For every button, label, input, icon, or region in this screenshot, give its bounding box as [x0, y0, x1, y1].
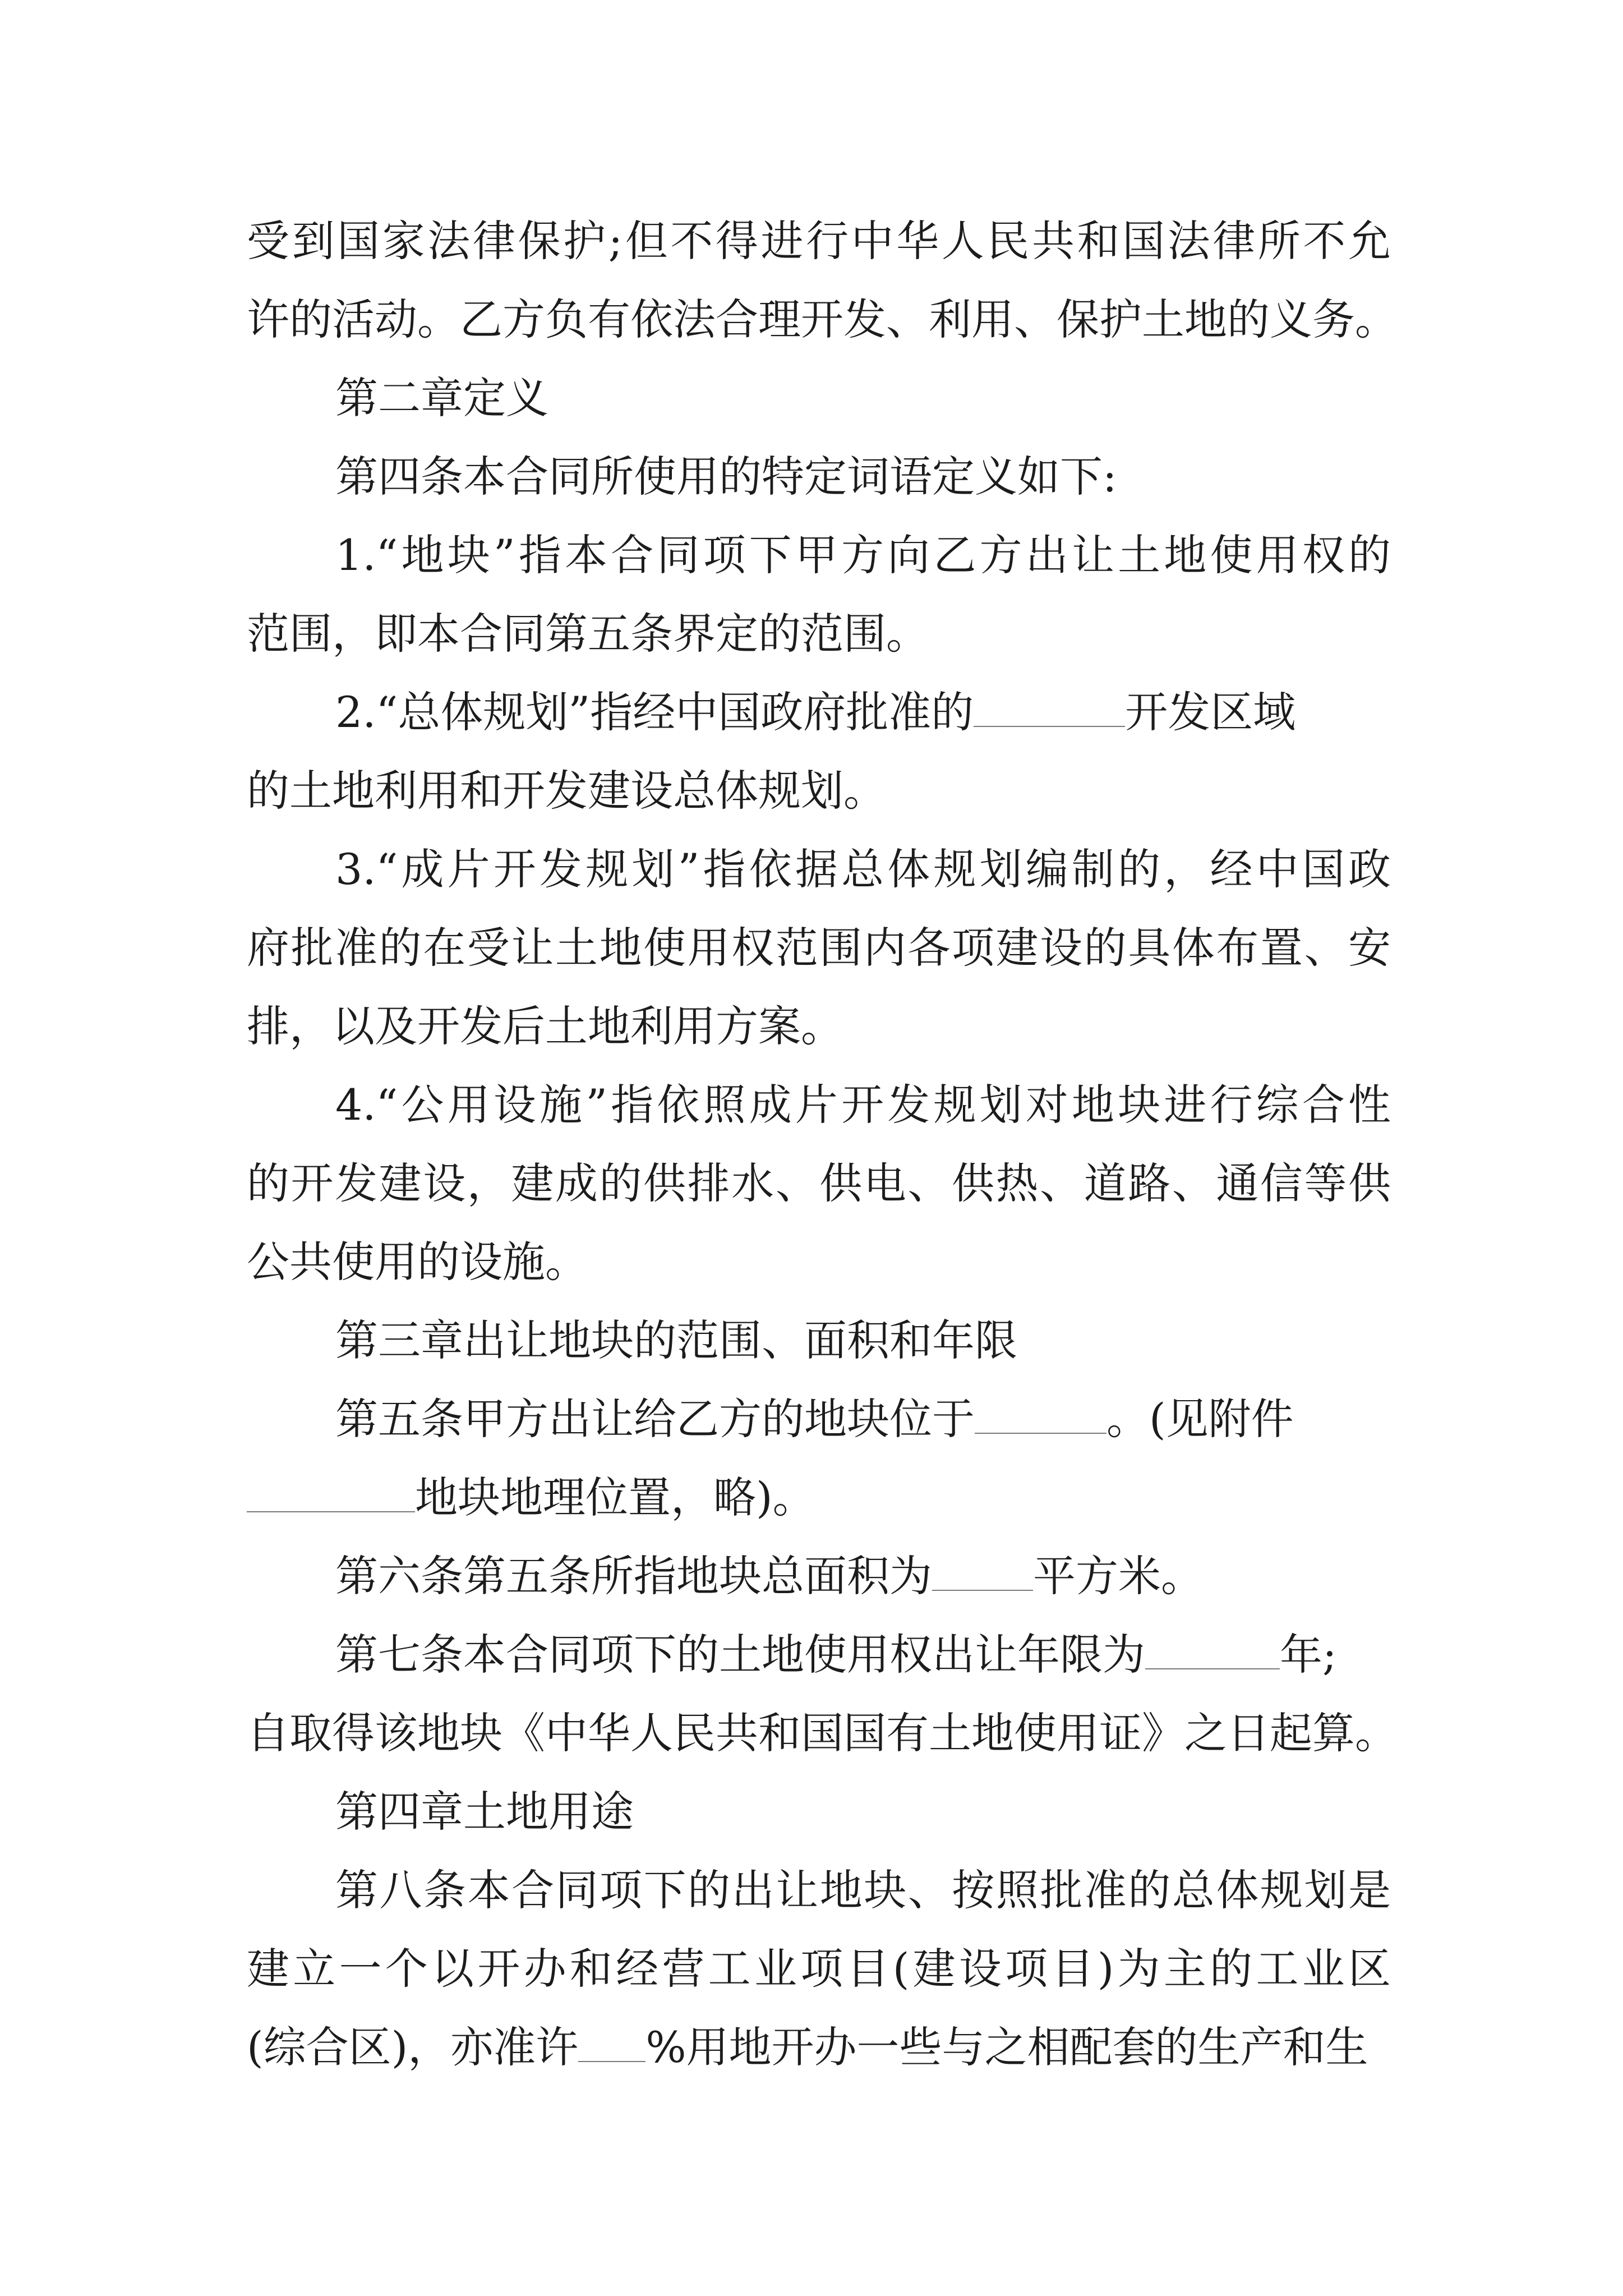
blank-underline [1145, 1634, 1280, 1669]
line-text: 平方米。 [1033, 1551, 1204, 1601]
article-line: 第八条本合同项下的出让地块、按照批准的总体规划是 [335, 1865, 1391, 1915]
definition-item-line: 1.“地块”指本合同项下甲方向乙方出让土地使用权的 [335, 530, 1391, 580]
line-text: 。(见附件 [1106, 1394, 1294, 1444]
paragraph-line: 的开发建设，建成的供排水、供电、供热、道路、通信等供 [247, 1158, 1391, 1208]
article-line [335, 1380, 1391, 1458]
definition-item-line: 4.“公用设施”指依照成片开发规划对地块进行综合性 [335, 1080, 1391, 1130]
chapter-heading: 第三章出让地块的范围、面积和年限 [335, 1315, 1017, 1365]
paragraph-line [247, 1458, 1391, 1537]
article-line [335, 1537, 1391, 1616]
paragraph-line: 的土地利用和开发建设总体规划。 [247, 766, 886, 816]
line-text: 开发区域 [1125, 687, 1296, 737]
line-text: %用地开办一些与之相配套的生产和生 [645, 2022, 1368, 2072]
definition-item-line: 3.“成片开发规划”指依据总体规划编制的，经中国政 [335, 844, 1391, 894]
paragraph-line: 建立一个以开办和经营工业项目(建设项目)为主的工业区 [247, 1944, 1391, 1994]
line-text: 地块地理位置，略)。 [415, 1473, 815, 1522]
chapter-heading: 第二章定义 [335, 373, 548, 423]
paragraph-line: 排，以及开发后土地利用方案。 [247, 1001, 843, 1051]
paragraph-line: 受到国家法律保护;但不得进行中华人民共和国法律所不允 [247, 216, 1391, 266]
line-text: 第七条本合同项下的土地使用权出让年限为 [335, 1630, 1145, 1680]
paragraph-line: 自取得该地块《中华人民共和国国有土地使用证》之日起算。 [247, 1708, 1398, 1758]
line-text: 2.“总体规划”指经中国政府批准的 [335, 687, 974, 737]
blank-underline [975, 1398, 1106, 1434]
line-text: 第六条第五条所指地块总面积为 [335, 1551, 932, 1601]
line-text: (综合区)，亦准许 [247, 2022, 579, 2072]
blank-underline [578, 2026, 645, 2062]
paragraph-line: 府批准的在受让土地使用权范围内各项建设的具体布置、安 [247, 923, 1391, 973]
article-line [335, 1616, 1391, 1694]
article-line: 第四条本合同所使用的特定词语定义如下: [335, 452, 1117, 501]
paragraph-line: 许的活动。乙方负有依法合理开发、利用、保护土地的义务。 [247, 295, 1398, 344]
blank-underline [974, 691, 1125, 727]
paragraph-line [247, 2008, 1391, 2087]
chapter-heading: 第四章土地用途 [335, 1787, 634, 1837]
definition-item-line [335, 673, 1391, 752]
line-text: 第五条甲方出让给乙方的地块位于 [335, 1394, 975, 1444]
blank-underline [932, 1555, 1033, 1591]
blank-underline [247, 1476, 415, 1512]
paragraph-line: 范围，即本合同第五条界定的范围。 [247, 609, 929, 659]
paragraph-line: 公共使用的设施。 [247, 1237, 588, 1287]
line-text: 年; [1280, 1630, 1337, 1680]
